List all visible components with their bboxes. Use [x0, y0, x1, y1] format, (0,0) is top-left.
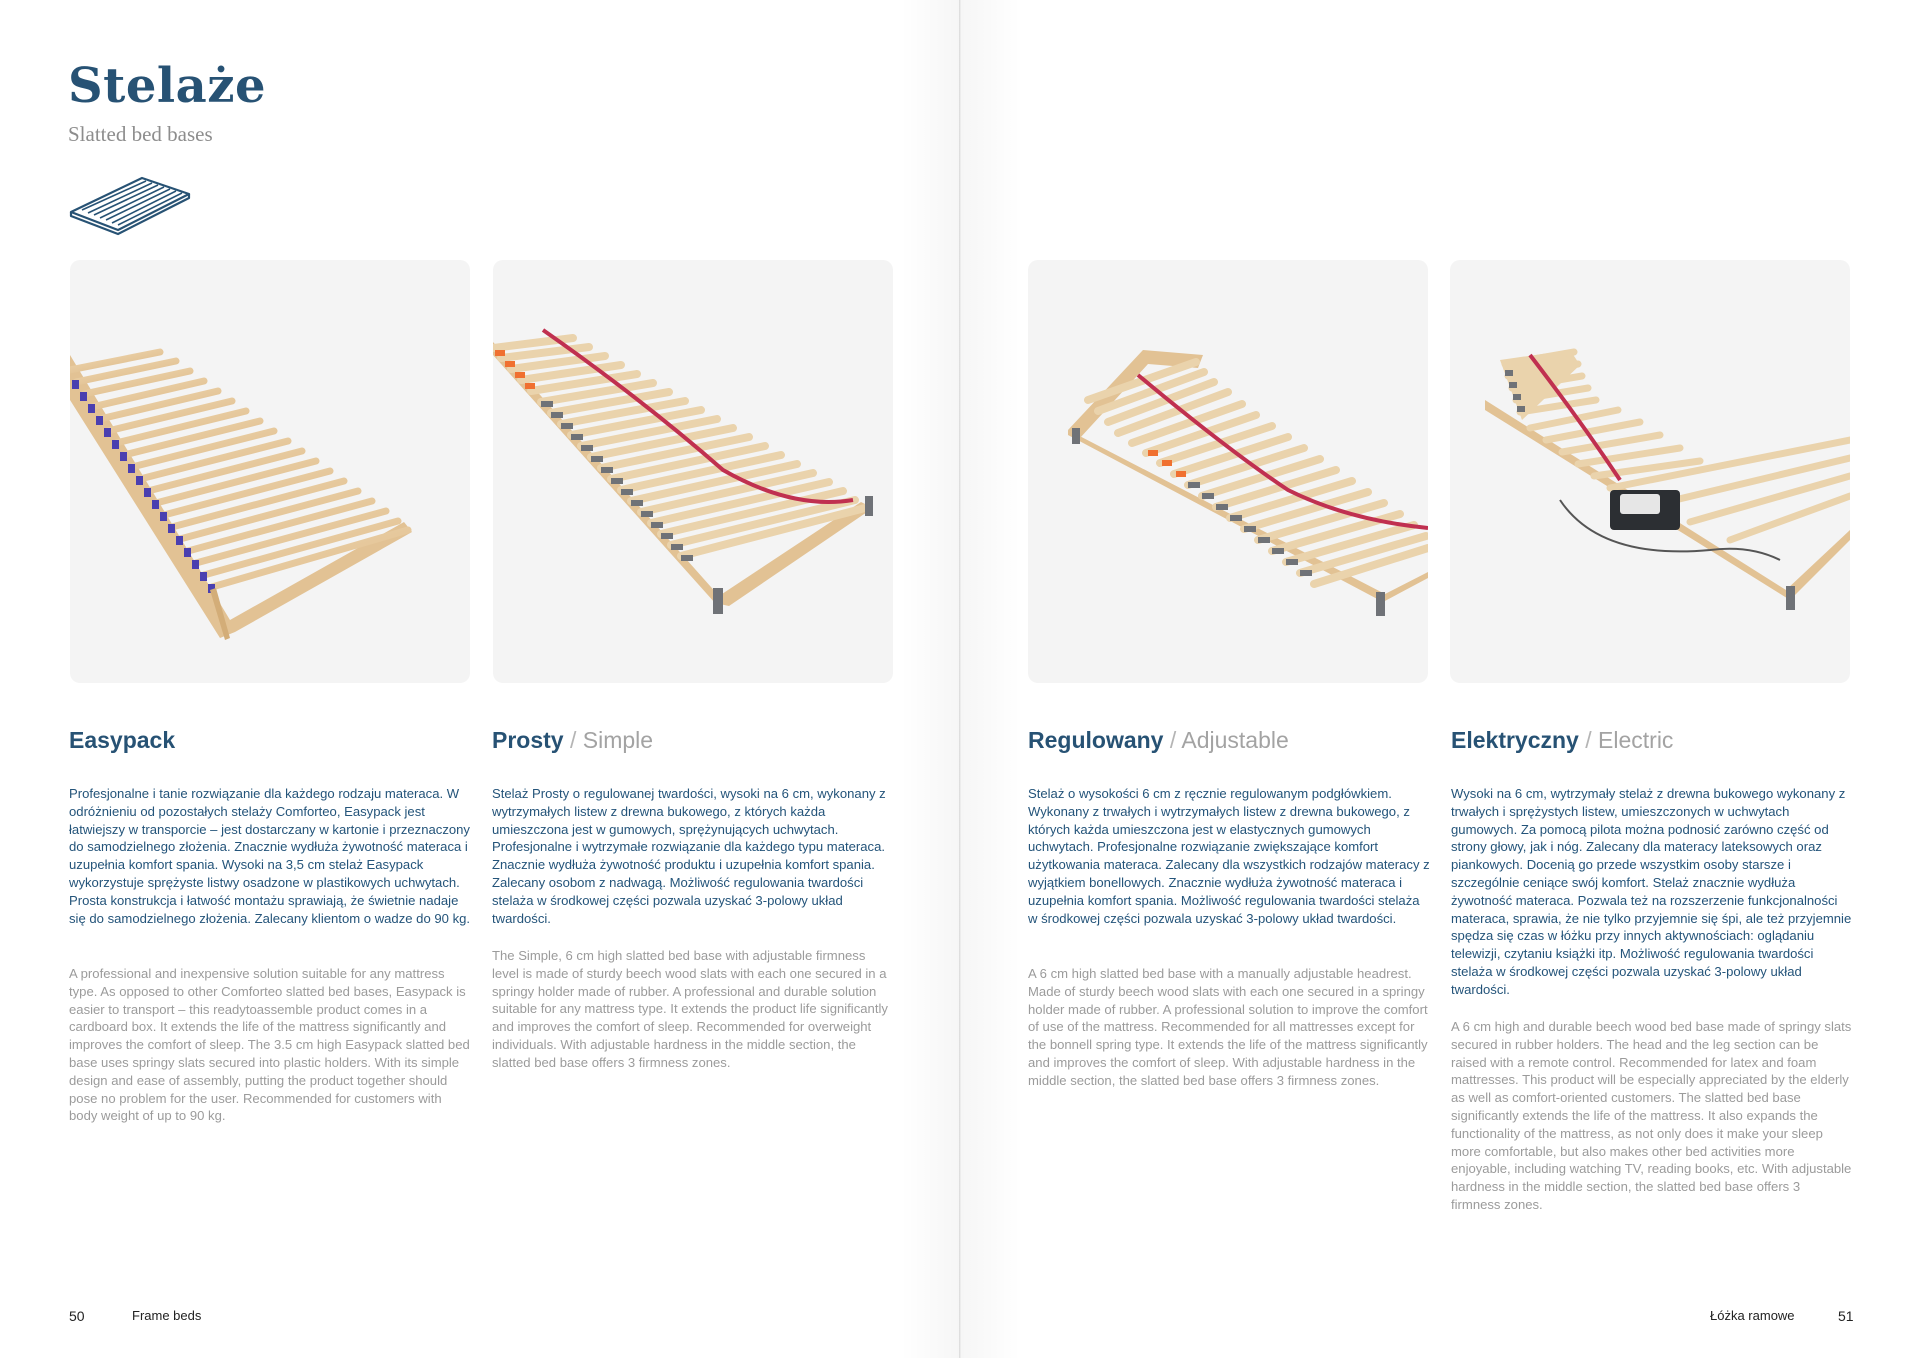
page-gutter — [959, 0, 961, 1358]
description-en-elektryczny: A 6 cm high and durable beech wood bed base made of springy slats secured in rubber holders. The head and the leg section can be raised with a remote control. Recommended for latex and foam mattresses. This product will be especially appreciated by the elderly as well as comfort-oriented customers. The slatted bed base significantly extends the life of the mattress. It also expands the functionality of the mattress, as not only does it make your sleep more comfortable, but also makes other bed activities more enjoyable, including watching TV, reading books, etc. With adjustable hardness in the middle section, the slatted bed base offers 3 firmness zones. — [1451, 1019, 1852, 1212]
elektryczny-bed-base-image — [1450, 260, 1850, 683]
running-footer-right: Łóżka ramowe — [1710, 1308, 1795, 1323]
product-name: Elektryczny — [1451, 727, 1579, 753]
product-name-en: Simple — [582, 727, 654, 753]
page-subtitle: Slatted bed bases — [68, 122, 213, 146]
product-name-en: Electric — [1598, 727, 1674, 753]
slatted-base-icon — [68, 172, 192, 238]
page-title: Stelaże — [68, 58, 267, 114]
running-footer-left: Frame beds — [132, 1308, 202, 1323]
gutter-shadow-left — [900, 0, 960, 1358]
description-pl-regulowany: Stelaż o wysokości 6 cm z ręcznie regulowanym podgłówkiem. Wykonany z trwałych i wytrzymałych listew z drewna bukowego, z których każda umieszczona jest w elastycznych gumowych uchwytach. Profesjonalne rozwiązanie zwiększające komfort użytkowania materaca. Zalecany dla wszystkich rodzajów materacy z wyjątkiem bonellowych. Znacznie wydłuża żywotność materaca i uzupełnia komfort spania. Możliwość regulowania twardości stelaża w środkowej części pozwala uzyskać 3-polowy układ twardości. — [1028, 786, 1430, 926]
elektryczny-illustration — [1450, 260, 1850, 683]
product-name: Easypack — [69, 727, 176, 753]
page-number-left: 50 — [69, 1308, 85, 1324]
easypack-illustration — [70, 260, 470, 683]
page-number-right: 51 — [1838, 1308, 1854, 1324]
description-en-prosty: The Simple, 6 cm high slatted bed base with adjustable firmness level is made of sturdy beech wood slats with each one secured in a springy holder made of rubber. A professional and durable solution suitable for any mattress type. It extends the product life significantly and improves the comfort of sleep. Recommended for overweight individuals. With adjustable hardness in the middle section, the slatted bed base offers 3 firmness zones. — [492, 948, 888, 1070]
prosty-illustration — [493, 260, 893, 683]
product-title-regulowany — [1028, 727, 1289, 754]
title-separator: / — [1163, 727, 1182, 753]
regulowany-bed-base-image — [1028, 260, 1428, 683]
product-title-prosty — [492, 727, 653, 754]
description-pl-easypack: Profesjonalne i tanie rozwiązanie dla każdego rodzaju materaca. W odróżnieniu od pozostałych stelaży Comforteo, Easypack jest łatwiejszy w transporcie – jest dostarczany w kartonie i przeznaczony do samodzielnego złożenia. Znacznie wydłuża żywotność materaca i uzupełnia komfort spania. Wysoki na 3,5 cm stelaż Easypack wykorzystuje sprężyste listwy osadzone w plastikowych uchwytach. Prosta konstrukcja i łatwość montażu sprawiają, że świetnie nadaje się do samodzielnego złożenia. Zalecany klientom o wadze do 90 kg. — [69, 786, 471, 926]
description-en-regulowany: A 6 cm high slatted bed base with a manually adjustable headrest. Made of sturdy beech wood slats with each one secured in a springy holder made of rubber. A professional solution to improve the comfort of use of the mattress. Recommended for all mattresses except for the bonnell spring type. It extends the life of the mattress significantly and improves the comfort of sleep. With adjustable hardness in the middle section, the slatted bed base offers 3 firmness zones. — [1028, 966, 1428, 1088]
easypack-bed-base-image — [70, 260, 470, 683]
title-separator: / — [563, 727, 583, 753]
gutter-shadow-right — [961, 0, 1021, 1358]
title-separator: / — [1578, 727, 1599, 753]
description-pl-elektryczny: Wysoki na 6 cm, wytrzymały stelaż z drewna bukowego wykonany z trwałych i sprężystych listew, umieszczonych w uchwytach gumowych. Za pomocą pilota można podnosić zarówno część od strony głowy, jak i nóg. Zalecany dla materacy lateksowych oraz piankowych. Docenią go przede wszystkim osoby starsze i szczególnie ceniące swój komfort. Stelaż znacznie wydłuża żywotność materaca. Pozwala też na rozszerzenie funkcjonalności materaca, sprawia, że nie tylko przyjemnie się śpi, ale też przyjemnie spędza się czas w łóżku przy innych aktywnościach: oglądaniu telewizji, czytaniu książki itp. Możliwość regulowania twardości stelaża w środkowej części pozwala uzyskać 3-polowy układ twardości. — [1451, 786, 1852, 997]
prosty-bed-base-image — [493, 260, 893, 683]
description-pl-prosty: Stelaż Prosty o regulowanej twardości, wysoki na 6 cm, wykonany z wytrzymałych listew z drewna bukowego, z których każda umieszczona jest w gumowych, sprężynujących uchwytach. Profesjonalne i wytrzymałe rozwiązanie dla każdego typu materaca. Znacznie wydłuża żywotność produktu i uzupełnia komfort spania. Zalecany osobom z nadwagą. Możliwość regulowania twardości stelaża w środkowej części pozwala uzyskać 3-polowy układ twardości. — [492, 786, 886, 926]
product-name: Regulowany — [1028, 727, 1164, 753]
product-name: Prosty — [492, 727, 564, 753]
description-en-easypack: A professional and inexpensive solution suitable for any mattress type. As opposed to other Comforteo slatted bed bases, Easypack is easier to transport – this readytoassemble product comes in a cardboard box. It extends the life of the mattress significantly and improves the comfort of sleep. The 3.5 cm high Easypack slatted bed base uses springy slats secured into plastic holders. With its simple design and ease of assembly, putting the product together should pose no problem for the user. Recommended for customers with body weight of up to 90 kg. — [69, 966, 470, 1124]
product-title-elektryczny — [1451, 727, 1673, 754]
regulowany-illustration — [1028, 260, 1428, 683]
product-name-en: Adjustable — [1181, 727, 1289, 753]
product-title-easypack — [69, 727, 175, 754]
